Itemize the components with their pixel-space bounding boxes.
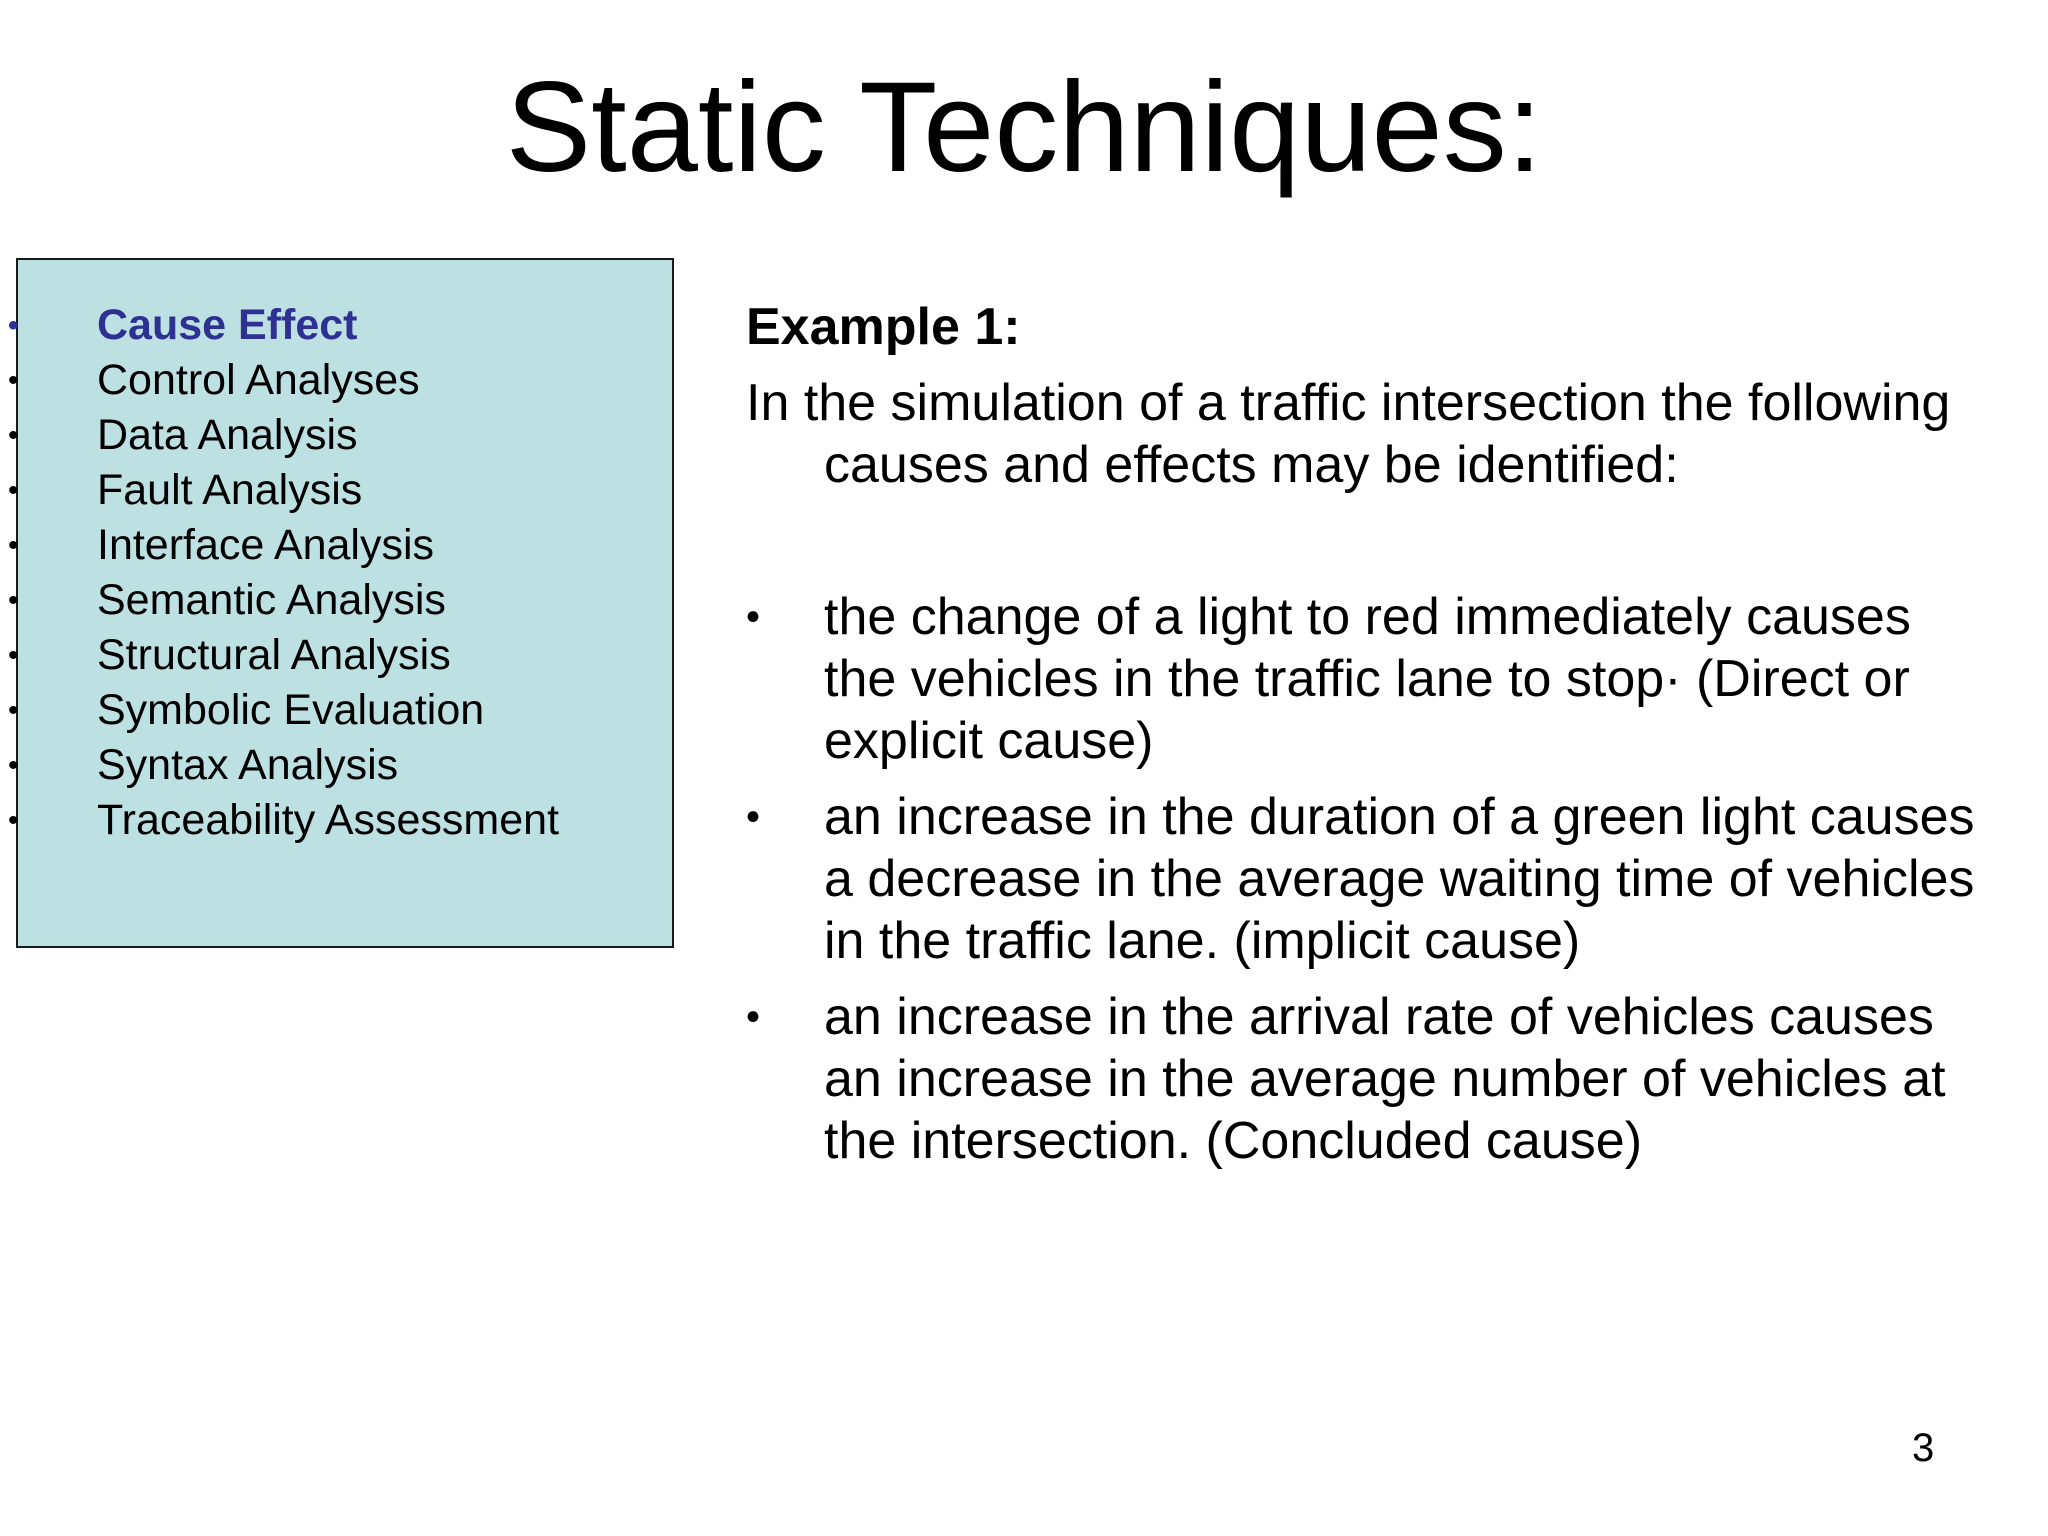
example-content [746, 296, 1986, 1186]
example-heading: Example 1: [746, 298, 1021, 356]
cause-effect-text: an increase in the duration of a green light causes a decrease in the average waiting time of vehicles in the traffic lane. (implicit cause) [824, 788, 1975, 970]
bullet-icon: • [8, 309, 19, 342]
bullet-icon: • [8, 474, 19, 507]
example-intro: In the simulation of a traffic intersection the following causes and effects may be identified: [746, 374, 1951, 494]
technique-label: Syntax Analysis [97, 741, 399, 789]
cause-effect-item [746, 586, 1986, 772]
techniques-panel [8, 258, 674, 948]
bullet-icon: • [8, 694, 19, 727]
technique-label: Traceability Assessment [97, 796, 560, 844]
technique-label: Data Analysis [97, 411, 358, 459]
bullet-icon: • [8, 749, 19, 782]
bullet-icon: • [746, 995, 761, 1039]
technique-label: Structural Analysis [97, 631, 451, 679]
cause-effect-item [746, 786, 1986, 972]
bullet-icon: • [746, 595, 761, 639]
cause-effect-text: the change of a light to red immediately causes the vehicles in the traffic lane to stop· (Direct or explicit cause) [824, 588, 1911, 770]
bullet-icon: • [8, 639, 19, 672]
technique-label: Control Analyses [97, 356, 420, 404]
bullet-icon: • [8, 584, 19, 617]
bullet-icon: • [746, 795, 761, 839]
cause-effect-list [746, 586, 1986, 1172]
bullet-icon: • [8, 364, 19, 397]
slide-title: Static Techniques: [505, 56, 1543, 199]
technique-label: Fault Analysis [97, 466, 363, 514]
page-number: 3 [1912, 1426, 1935, 1470]
technique-label: Cause Effect [97, 301, 358, 349]
cause-effect-text: an increase in the arrival rate of vehicles causes an increase in the average number of vehicles at the intersection. (Concluded cause) [824, 988, 1946, 1170]
technique-label: Symbolic Evaluation [97, 686, 485, 734]
bullet-icon: • [8, 419, 19, 452]
bullet-icon: • [8, 804, 19, 837]
technique-label: Semantic Analysis [97, 576, 446, 624]
technique-label: Interface Analysis [97, 521, 435, 569]
cause-effect-item [746, 986, 1986, 1172]
bullet-icon: • [8, 529, 19, 562]
